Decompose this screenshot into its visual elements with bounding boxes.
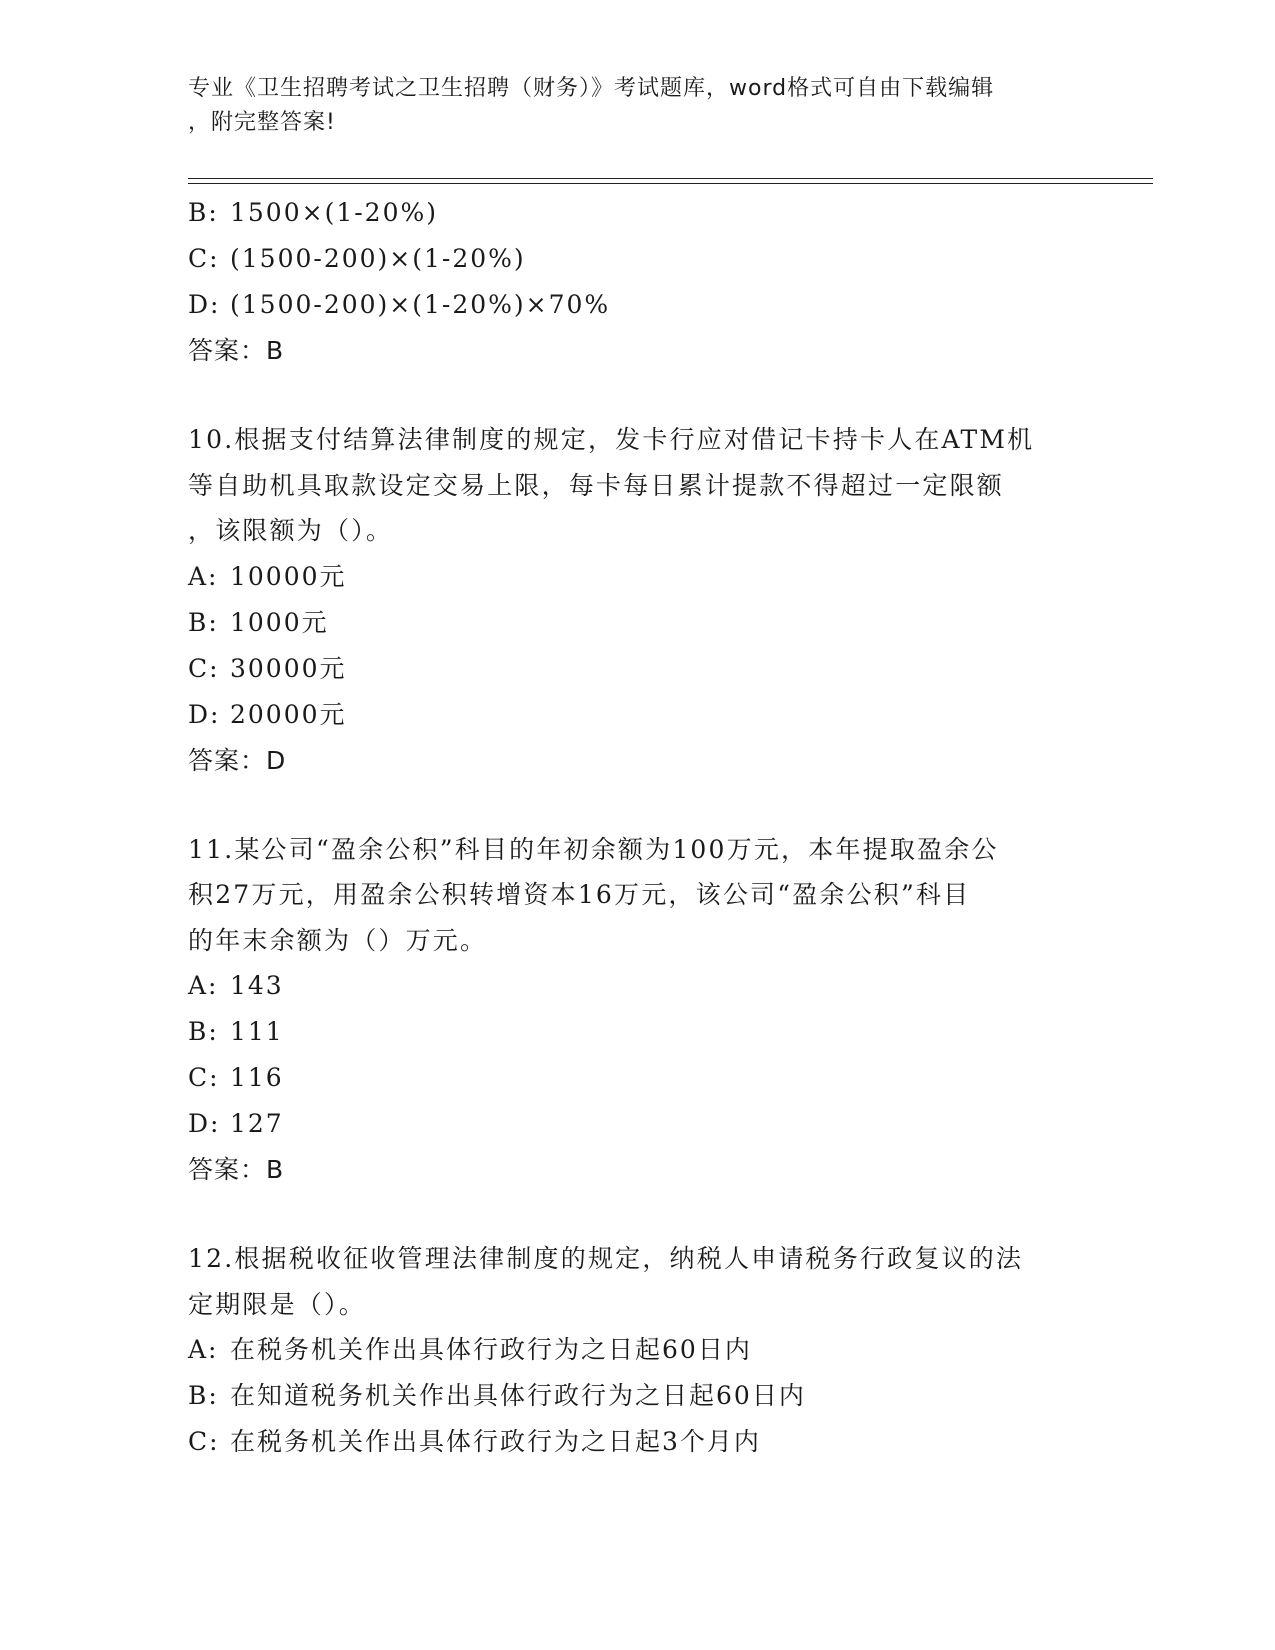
question-stem: 11.某公司“盈余公积”科目的年初余额为100万元，本年提取盈余公 积27万元，用盈余公积转增资本16万元，该公司“盈余公积”科目 的年末余额为（）万元。	[188, 834, 999, 955]
option-a: A: 10000元	[188, 561, 347, 591]
option-b: B: 111	[188, 1017, 284, 1046]
question-12	[188, 1236, 1088, 1465]
option-c: C: 在税务机关作出具体行政行为之日起3个月内	[188, 1427, 761, 1456]
question-stem: 12.根据税收征收管理法律制度的规定，纳税人申请税务行政复议的法 定期限是（）。	[188, 1244, 1024, 1319]
option-c: C: 30000元	[188, 653, 347, 683]
option-d: D: (1500-200)×(1-20%)×70%	[188, 290, 611, 319]
option-b: B: 在知道税务机关作出具体行政行为之日起60日内	[188, 1381, 806, 1410]
question-11	[188, 827, 1088, 1194]
answer-line: 答案：B	[188, 1155, 285, 1184]
option-a: A: 143	[188, 971, 284, 1000]
option-a: A: 在税务机关作出具体行政行为之日起60日内	[188, 1335, 752, 1364]
question-stem: 10.根据支付结算法律制度的规定，发卡行应对借记卡持卡人在ATM机 等自助机具取款设定交易上限，每卡每日累计提款不得超过一定限额 ，该限额为（）。	[188, 425, 1035, 545]
option-c: C: (1500-200)×(1-20%)	[188, 244, 526, 273]
option-d: D: 127	[188, 1109, 284, 1138]
header-line-2: ，附完整答案!	[188, 110, 336, 135]
document-header	[188, 72, 1068, 140]
option-d: D: 20000元	[188, 699, 347, 729]
option-b: B: 1000元	[188, 607, 329, 637]
header-line-1: 专业《卫生招聘考试之卫生招聘（财务）》考试题库，word格式可自由下载编辑	[188, 76, 995, 101]
option-b: B: 1500×(1-20%)	[188, 198, 438, 227]
header-divider-bottom	[188, 183, 1153, 184]
question-9-tail	[188, 190, 1088, 374]
answer-line: 答案：D	[188, 745, 287, 775]
option-c: C: 116	[188, 1063, 284, 1092]
question-10	[188, 417, 1088, 784]
answer-line: 答案：B	[188, 336, 285, 365]
question-list	[188, 190, 1088, 1465]
header-divider-top	[188, 178, 1153, 179]
